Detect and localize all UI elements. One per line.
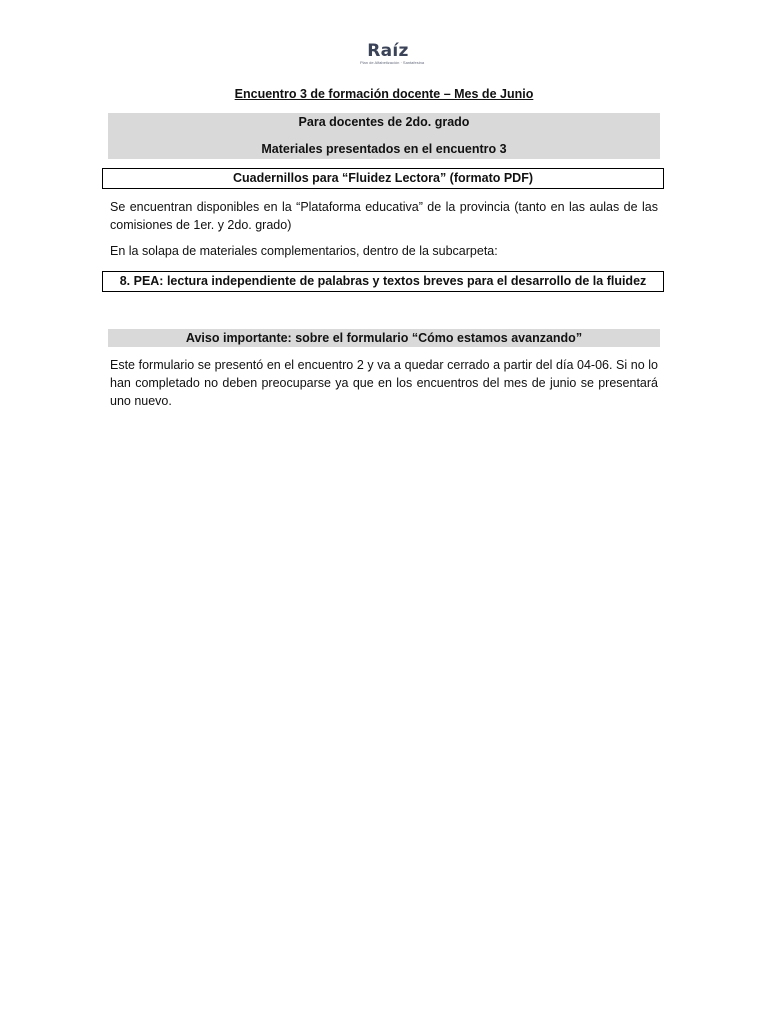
logo-wordmark: Raíz bbox=[367, 41, 409, 61]
availability-paragraph: Se encuentran disponibles en la “Plataforma educativa” de la provincia (tanto en las aulas de las comisiones de 1er. y 2do. grado) bbox=[110, 200, 658, 232]
raiz-logo bbox=[360, 41, 425, 74]
notice-band-title: Aviso importante: sobre el formulario “Cómo estamos avanzando” bbox=[185, 331, 583, 345]
subfolder-box: 8. PEA: lectura independiente de palabras y textos breves para el desarrollo de la fluidez bbox=[102, 271, 664, 292]
header-band-materials: Materiales presentados en el encuentro 3 bbox=[261, 142, 507, 156]
logo-tagline: Plan de Alfabetización · Santafesina bbox=[360, 60, 425, 65]
form-notice-paragraph: Este formulario se presentó en el encuentro 2 y va a quedar cerrado a partir del día 04-06. Si no lo han completado no deben preocuparse ya que en los encuentros del mes de junio se presentará uno nuevo. bbox=[110, 358, 658, 408]
document-title: Encuentro 3 de formación docente – Mes de Junio bbox=[234, 87, 534, 101]
booklets-box: Cuadernillos para “Fluidez Lectora” (formato PDF) bbox=[102, 168, 664, 189]
header-band bbox=[108, 113, 660, 159]
subfolder-paragraph: En la solapa de materiales complementarios, dentro de la subcarpeta: bbox=[110, 244, 498, 258]
header-band-grade: Para docentes de 2do. grado bbox=[298, 115, 470, 129]
notice-band bbox=[108, 329, 660, 347]
